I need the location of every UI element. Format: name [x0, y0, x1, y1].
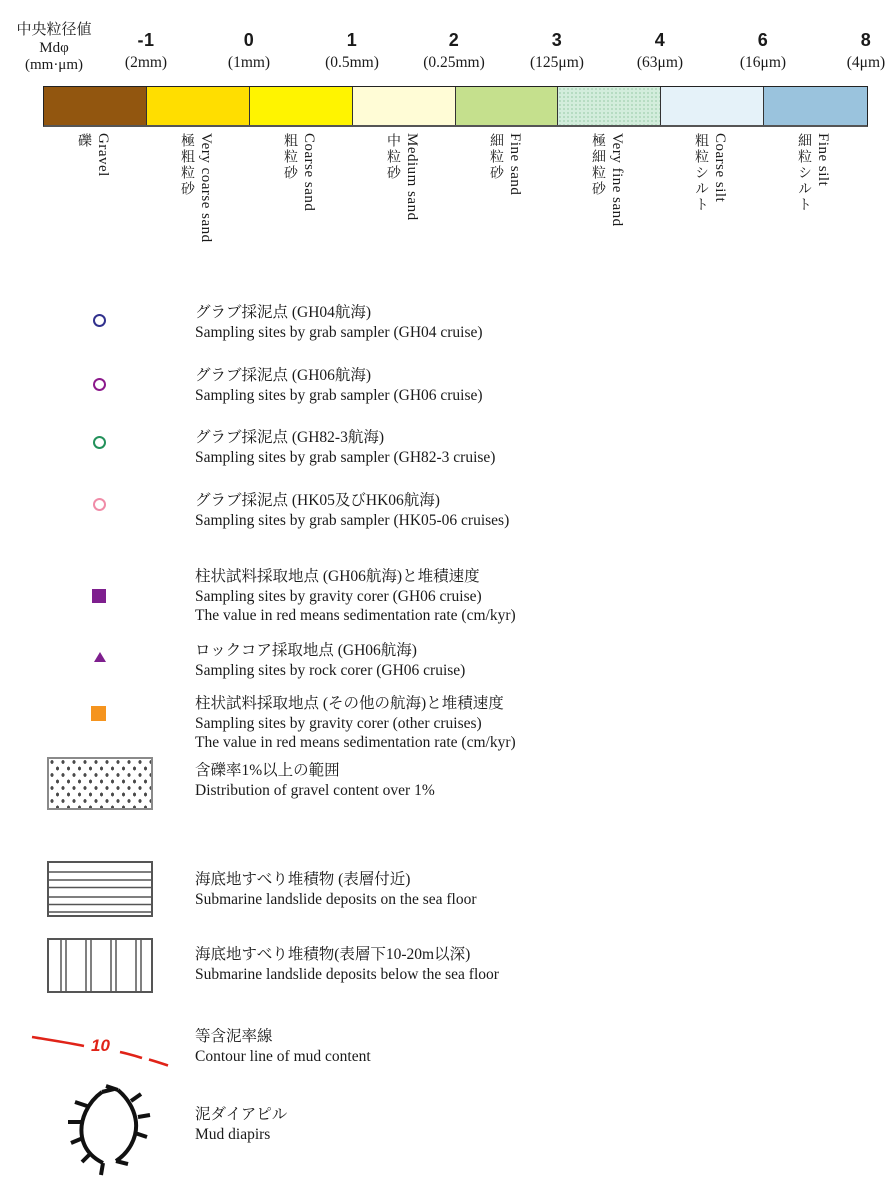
bar-segment-coarse-silt	[661, 87, 764, 125]
mud-diapir-icon	[58, 1082, 154, 1178]
segment-label-medium-sand: 中粒砂 Medium sand	[385, 133, 420, 221]
legend-item-mud-contour	[195, 1027, 715, 1066]
landslide-surface-pattern-swatch	[47, 861, 153, 917]
legend-jp-line: グラブ採泥点 (HK05及びHK06航海)	[195, 492, 440, 509]
legend-jp-line: 海底地すべり堆積物(表層下10-20m以深)	[195, 946, 471, 963]
legend-en-line: Sampling sites by rock corer (GH06 cruise)	[195, 661, 466, 679]
tick-phi-2: 2 (0.25mm)	[423, 30, 485, 71]
bar-segment-very-fine-sand	[558, 87, 661, 125]
legend-en-line: Sampling sites by gravity corer (other cruises)	[195, 714, 482, 732]
legend-jp-line: グラブ採泥点 (GH04航海)	[195, 304, 372, 321]
segment-label-fine-sand: 細粒砂 Fine sand	[488, 133, 523, 196]
rock-corer-triangle-icon	[94, 652, 106, 662]
tick-phi-6: 6 (16μm)	[739, 30, 787, 71]
legend-en-line: Sampling sites by grab sampler (GH82-3 cruise)	[195, 448, 496, 466]
tick-phi-4: 4 (63μm)	[636, 30, 684, 71]
gravel-content-pattern-swatch	[47, 757, 153, 810]
legend-en-line: Distribution of gravel content over 1%	[195, 781, 435, 799]
segment-label-coarse-sand: 粗粒砂 Coarse sand	[282, 133, 317, 212]
tick-phi--1: -1 (2mm)	[124, 30, 168, 71]
segment-label-fine-silt: 細粒シルト Fine silt	[796, 133, 831, 213]
horizontal-lines-pattern	[49, 863, 151, 915]
gravity-corer-gh06-square-icon	[92, 589, 106, 603]
legend-en-line: Sampling sites by grab sampler (GH06 cruise)	[195, 386, 483, 404]
contour-value-label: 10	[91, 1036, 110, 1055]
bar-segment-fine-sand	[456, 87, 559, 125]
legend-item-landslide-surface	[195, 870, 715, 909]
legend-item-grab-gh06	[195, 366, 715, 405]
tick-phi-3: 3 (125μm)	[530, 30, 584, 71]
legend-item-grab-gh82-3	[195, 428, 715, 467]
bar-segment-fine-silt	[764, 87, 867, 125]
grab-gh82-3-circle-icon	[93, 436, 106, 449]
grain-size-title-jp: 中央粒径値	[16, 22, 92, 38]
gravity-corer-other-square-icon	[91, 706, 106, 721]
legend-jp-line: 柱状試料採取地点 (GH06航海)と堆積速度	[195, 568, 480, 585]
legend-jp-line: グラブ採泥点 (GH06航海)	[195, 367, 372, 384]
legend-jp-line: ロックコア採取地点 (GH06航海)	[195, 642, 417, 659]
legend-jp-line: 海底地すべり堆積物 (表層付近)	[195, 871, 411, 888]
legend-jp-line: 含礫率1%以上の範囲	[195, 762, 340, 779]
legend-jp-line: 泥ダイアピル	[195, 1106, 288, 1123]
legend-en-line: Sampling sites by grab sampler (GH04 cruise)	[195, 323, 483, 341]
legend-en-line: Submarine landslide deposits below the sea floor	[195, 965, 499, 983]
tick-phi-1: 1 (0.5mm)	[325, 30, 379, 71]
segment-label-very-fine-sand: 極細粒砂 Very fine sand	[590, 133, 625, 227]
legend-en-line: Sampling sites by gravity corer (GH06 cruise)	[195, 587, 482, 605]
grab-gh04-circle-icon	[93, 314, 106, 327]
legend-en-line: Mud diapirs	[195, 1125, 271, 1143]
grain-size-color-bar	[43, 86, 868, 127]
legend-item-gravel-content	[195, 761, 715, 800]
grab-hk05-06-circle-icon	[93, 498, 106, 511]
segment-label-coarse-silt: 粗粒シルト Coarse silt	[693, 133, 728, 213]
bar-segment-medium-sand	[353, 87, 456, 125]
segment-label-very-coarse-sand: 極粗粒砂 Very coarse sand	[179, 133, 214, 243]
legend-item-rock-corer	[195, 641, 715, 680]
grain-size-title	[4, 22, 104, 75]
vertical-lines-pattern	[49, 940, 151, 991]
legend-jp-line: グラブ採泥点 (GH82-3航海)	[195, 429, 384, 446]
segment-label-gravel: 礫 Gravel	[76, 133, 111, 177]
grab-gh06-circle-icon	[93, 378, 106, 391]
legend-item-grab-gh04	[195, 303, 715, 342]
legend-jp-line: 柱状試料採取地点 (その他の航海)と堆積速度	[195, 695, 504, 712]
legend-item-gravity-corer-gh06	[195, 567, 715, 626]
landslide-subsurface-pattern-swatch	[47, 938, 153, 993]
legend-item-grab-hk05-06	[195, 491, 715, 530]
legend-en-line: Submarine landslide deposits on the sea floor	[195, 890, 477, 908]
legend-note-line: The value in red means sedimentation rate (cm/kyr)	[195, 607, 516, 624]
legend-item-mud-diapirs	[195, 1105, 715, 1144]
grain-size-title-unit: (mm·μm)	[24, 57, 84, 73]
bar-segment-gravel	[44, 87, 147, 125]
grain-size-title-md: Mdφ	[39, 39, 69, 56]
tick-phi-0: 0 (1mm)	[227, 30, 271, 71]
bar-segment-coarse-sand	[250, 87, 353, 125]
legend-en-line: Contour line of mud content	[195, 1047, 371, 1065]
legend-jp-line: 等含泥率線	[195, 1028, 273, 1045]
legend-en-line: Sampling sites by grab sampler (HK05-06 cruises)	[195, 511, 510, 529]
tick-phi-8: 8 (4μm)	[846, 30, 886, 71]
legend-item-landslide-subsurface	[195, 945, 715, 984]
bar-segment-very-coarse-sand	[147, 87, 250, 125]
legend-note-line: The value in red means sedimentation rate (cm/kyr)	[195, 734, 516, 751]
legend-item-gravity-corer-other	[195, 694, 715, 753]
